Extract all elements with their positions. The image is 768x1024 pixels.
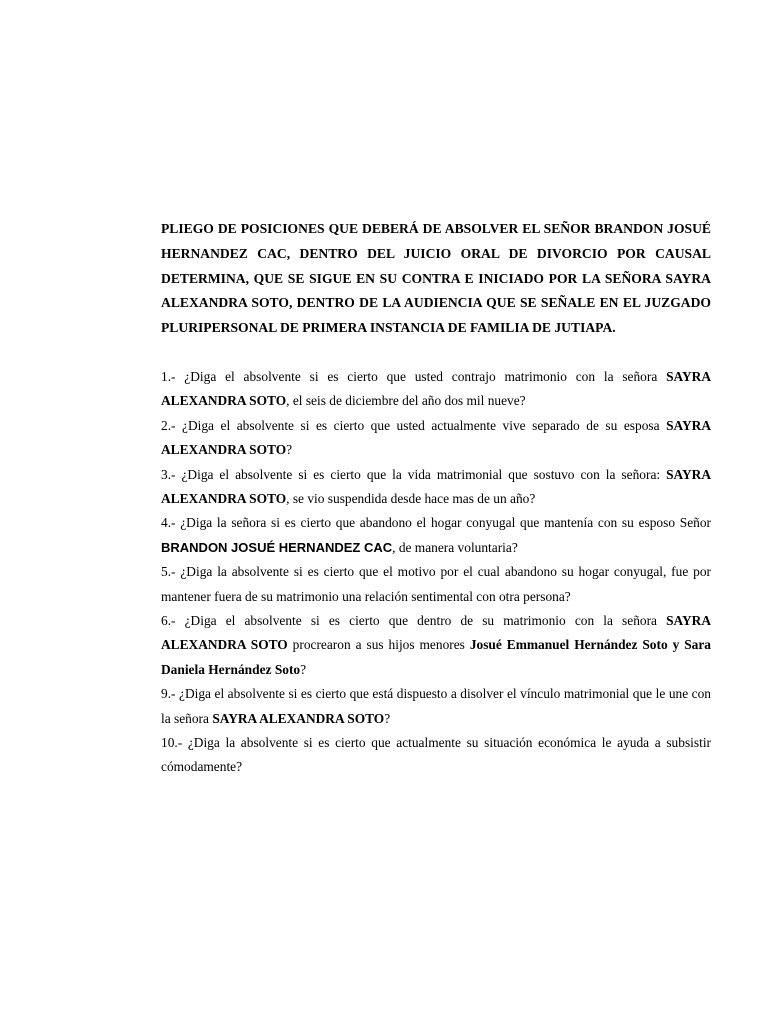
children-names: Josué Emmanuel Hernández Soto y Sara Daniela Hernández Soto (161, 637, 712, 677)
question-2 (161, 414, 711, 463)
document-body (161, 217, 711, 780)
question-text: 9.- ¿Diga el absolvente si es cierto que está dispuesto a disolver el vínculo matrimonial que le une con la señora (161, 686, 711, 726)
question-text: 6.- ¿Diga el absolvente si es cierto que dentro de su matrimonio con la señora (161, 613, 667, 629)
question-text: 5.- ¿Diga la absolvente si es cierto que el motivo por el cual abandono su hogar conyugal, fue por mantener fuera de su matrimonio una relación sentimental con otra persona? (161, 564, 711, 604)
document-heading: PLIEGO DE POSICIONES QUE DEBERÁ DE ABSOLVER EL SEÑOR BRANDON JOSUÉ HERNANDEZ CAC, DENTRO DEL JUICIO ORAL DE DIVORCIO POR CAUSAL DETERMINA, QUE SE SIGUE EN SU CONTRA E INICIADO POR LA SEÑORA SAYRA ALEXANDRA SOTO, DENTRO DE LA AUDIENCIA QUE SE SEÑALE EN EL JUZGADO PLURIPERSONAL DE PRIMERA INSTANCIA DE FAMILIA DE JUTIAPA. (161, 221, 711, 336)
question-3 (161, 463, 711, 512)
question-text: , se vio suspendida desde hace mas de un año? (286, 491, 536, 507)
party-name: SAYRA ALEXANDRA SOTO (161, 368, 711, 409)
question-text: ? (300, 661, 307, 677)
party-name: BRANDON JOSUÉ HERNANDEZ CAC (161, 539, 393, 555)
party-name: SAYRA ALEXANDRA SOTO (161, 613, 711, 653)
question-text: 3.- ¿Diga el absolvente si es cierto que la vida matrimonial que sostuvo con la señora: (161, 466, 667, 482)
question-text: , de manera voluntaria? (392, 539, 518, 555)
party-name: SAYRA ALEXANDRA SOTO (212, 710, 385, 726)
question-text: ? (384, 710, 391, 726)
question-10 (161, 731, 711, 780)
question-9 (161, 682, 711, 731)
question-text: 2.- ¿Diga el absolvente si es cierto que usted actualmente vive separado de su esposa (161, 417, 667, 433)
party-name: SAYRA ALEXANDRA SOTO (161, 417, 711, 458)
question-6 (161, 609, 711, 682)
question-text: 4.- ¿Diga la señora si es cierto que abandono el hogar conyugal que mantenía con su esposo Señor (161, 515, 711, 531)
question-text: 10.- ¿Diga la absolvente si es cierto que actualmente su situación económica le ayuda a subsistir cómodamente? (161, 735, 711, 775)
question-5 (161, 560, 711, 609)
question-text: ? (286, 442, 293, 458)
question-4 (161, 511, 711, 560)
question-text: , el seis de diciembre del año dos mil nueve? (286, 393, 526, 409)
question-text: procrearon a sus hijos menores (287, 637, 470, 653)
party-name: SAYRA ALEXANDRA SOTO (161, 466, 711, 507)
question-1 (161, 365, 711, 414)
question-text: 1.- ¿Diga el absolvente si es cierto que usted contrajo matrimonio con la señora (161, 368, 667, 384)
